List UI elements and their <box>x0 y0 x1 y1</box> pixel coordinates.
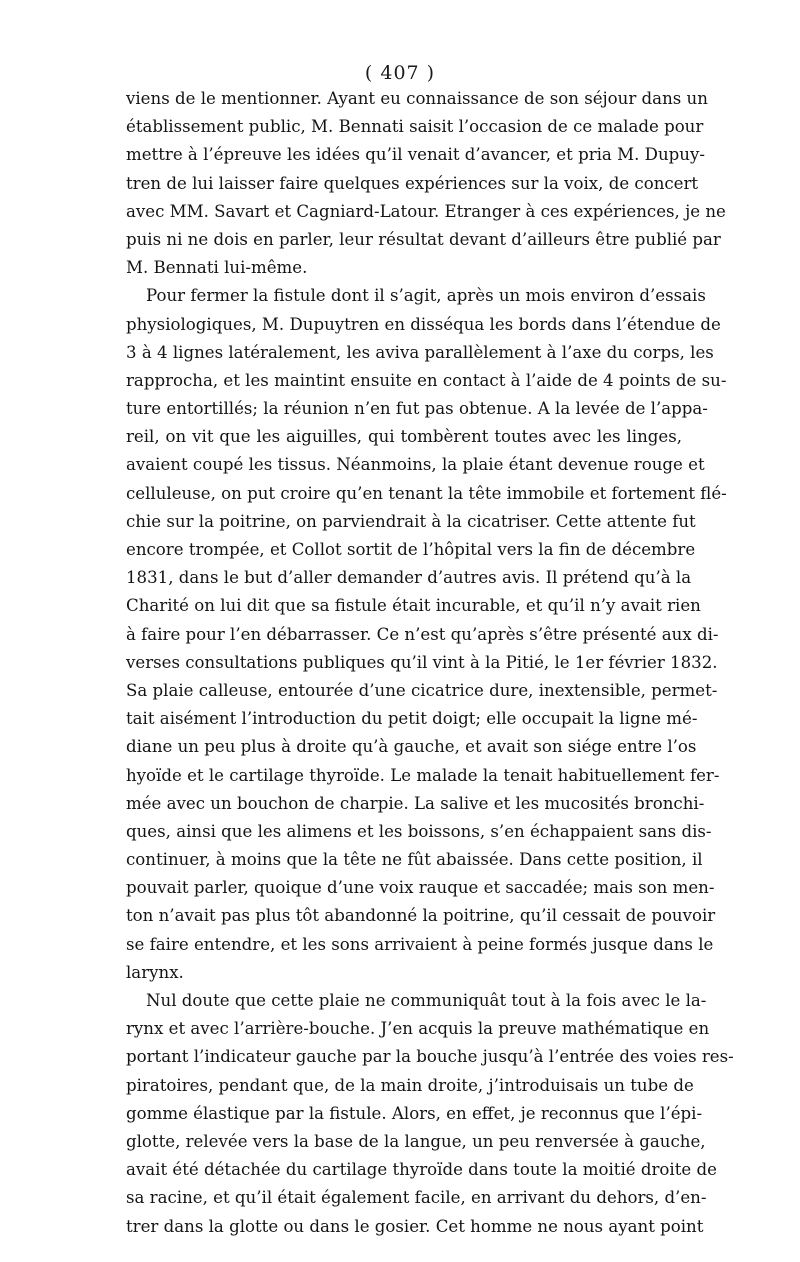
text-line: avait été détachée du cartilage thyroïde dans toute la moitié droite de <box>126 1160 717 1180</box>
text-line: tren de lui laisser faire quelques expériences sur la voix, de concert <box>126 173 699 193</box>
text-line: celluleuse, on put croire qu’en tenant la tête immobile et fortement flé- <box>126 483 727 503</box>
text-line: portant l’indicateur gauche par la bouche jusqu’à l’entrée des voies res- <box>126 1047 734 1067</box>
text-line: continuer, à moins que la tête ne fût abaissée. Dans cette position, il <box>126 850 703 870</box>
text-line: puis ni ne dois en parler, leur résultat devant d’ailleurs être publié par <box>126 229 721 249</box>
text-line: larynx. <box>126 962 184 982</box>
text-line: chie sur la poitrine, on parviendrait à la cicatriser. Cette attente fut <box>126 511 696 531</box>
text-line: physiologiques, M. Dupuytren en disséqua les bords dans l’étendue de <box>126 314 721 334</box>
paragraph <box>126 987 734 1241</box>
text-line: ture entortillés; la réunion n’en fut pas obtenue. A la levée de l’appa- <box>126 399 708 419</box>
text-line: hyoïde et le cartilage thyroïde. Le malade la tenait habituellement fer- <box>126 765 720 785</box>
text-line: verses consultations publiques qu’il vint à la Pitié, le 1er février 1832. <box>126 652 718 672</box>
text-line: mée avec un bouchon de charpie. La salive et les mucosités bronchi- <box>126 793 705 813</box>
text-line: avaient coupé les tissus. Néanmoins, la plaie étant devenue rouge et <box>126 455 705 475</box>
text-line: viens de le mentionner. Ayant eu connaissance de son séjour dans un <box>126 89 708 108</box>
text-line: Pour fermer la fistule dont il s’agit, après un mois environ d’essais <box>146 286 706 306</box>
text-line: trer dans la glotte ou dans le gosier. Cet homme ne nous ayant point <box>126 1216 704 1236</box>
page-number: ( 407 ) <box>364 62 436 84</box>
text-line: Nul doute que cette plaie ne communiquât tout à la fois avec le la- <box>146 991 707 1010</box>
text-line: ton n’avait pas plus tôt abandonné la poitrine, qu’il cessait de pouvoir <box>126 906 716 926</box>
text-line: gomme élastique par la fistule. Alors, en effet, je reconnus que l’épi- <box>126 1103 703 1123</box>
text-line: 3 à 4 lignes latéralement, les aviva parallèlement à l’axe du corps, les <box>126 342 714 362</box>
text-line: 1831, dans le but d’aller demander d’autres avis. Il prétend qu’à la <box>126 568 692 588</box>
text-line: piratoires, pendant que, de la main droite, j’introduisais un tube de <box>126 1075 694 1095</box>
text-line: glotte, relevée vers la base de la langue, un peu renversée à gauche, <box>126 1131 706 1151</box>
paragraph <box>126 85 726 282</box>
text-line: sa racine, et qu’il était également facile, en arrivant du dehors, d’en- <box>126 1188 707 1208</box>
text-line: M. Bennati lui-même. <box>126 258 308 278</box>
text-line: rapprocha, et les maintint ensuite en contact à l’aide de 4 points de su- <box>126 370 727 390</box>
text-line: Sa plaie calleuse, entourée d’une cicatrice dure, inextensible, permet- <box>126 680 718 700</box>
text-line: avec MM. Savart et Cagniard-Latour. Etranger à ces expériences, je ne <box>126 201 726 221</box>
text-line: diane un peu plus à droite qu’à gauche, et avait son siége entre l’os <box>126 737 697 757</box>
text-line: rynx et avec l’arrière-bouche. J’en acquis la preuve mathématique en <box>126 1019 710 1039</box>
text-line: Charité on lui dit que sa fistule était incurable, et qu’il n’y avait rien <box>126 596 701 616</box>
paragraph <box>126 282 727 987</box>
text-line: établissement public, M. Bennati saisit l’occasion de ce malade pour <box>126 117 704 137</box>
text-line: pouvait parler, quoique d’une voix rauque et saccadée; mais son men- <box>126 878 715 898</box>
text-line: se faire entendre, et les sons arrivaient à peine formés jusque dans le <box>126 934 714 954</box>
text-line: à faire pour l’en débarrasser. Ce n’est qu’après s’être présenté aux di- <box>126 624 719 644</box>
text-line: encore trompée, et Collot sortit de l’hôpital vers la fin de décembre <box>126 540 696 559</box>
text-line: reil, on vit que les aiguilles, qui tombèrent toutes avec les linges, <box>126 427 682 447</box>
text-line: ques, ainsi que les alimens et les boissons, s’en échappaient sans dis- <box>126 821 712 841</box>
body-text <box>126 85 734 1241</box>
text-line: tait aisément l’introduction du petit doigt; elle occupait la ligne mé- <box>126 709 698 729</box>
text-line: mettre à l’épreuve les idées qu’il venait d’avancer, et pria M. Dupuy- <box>126 145 705 165</box>
